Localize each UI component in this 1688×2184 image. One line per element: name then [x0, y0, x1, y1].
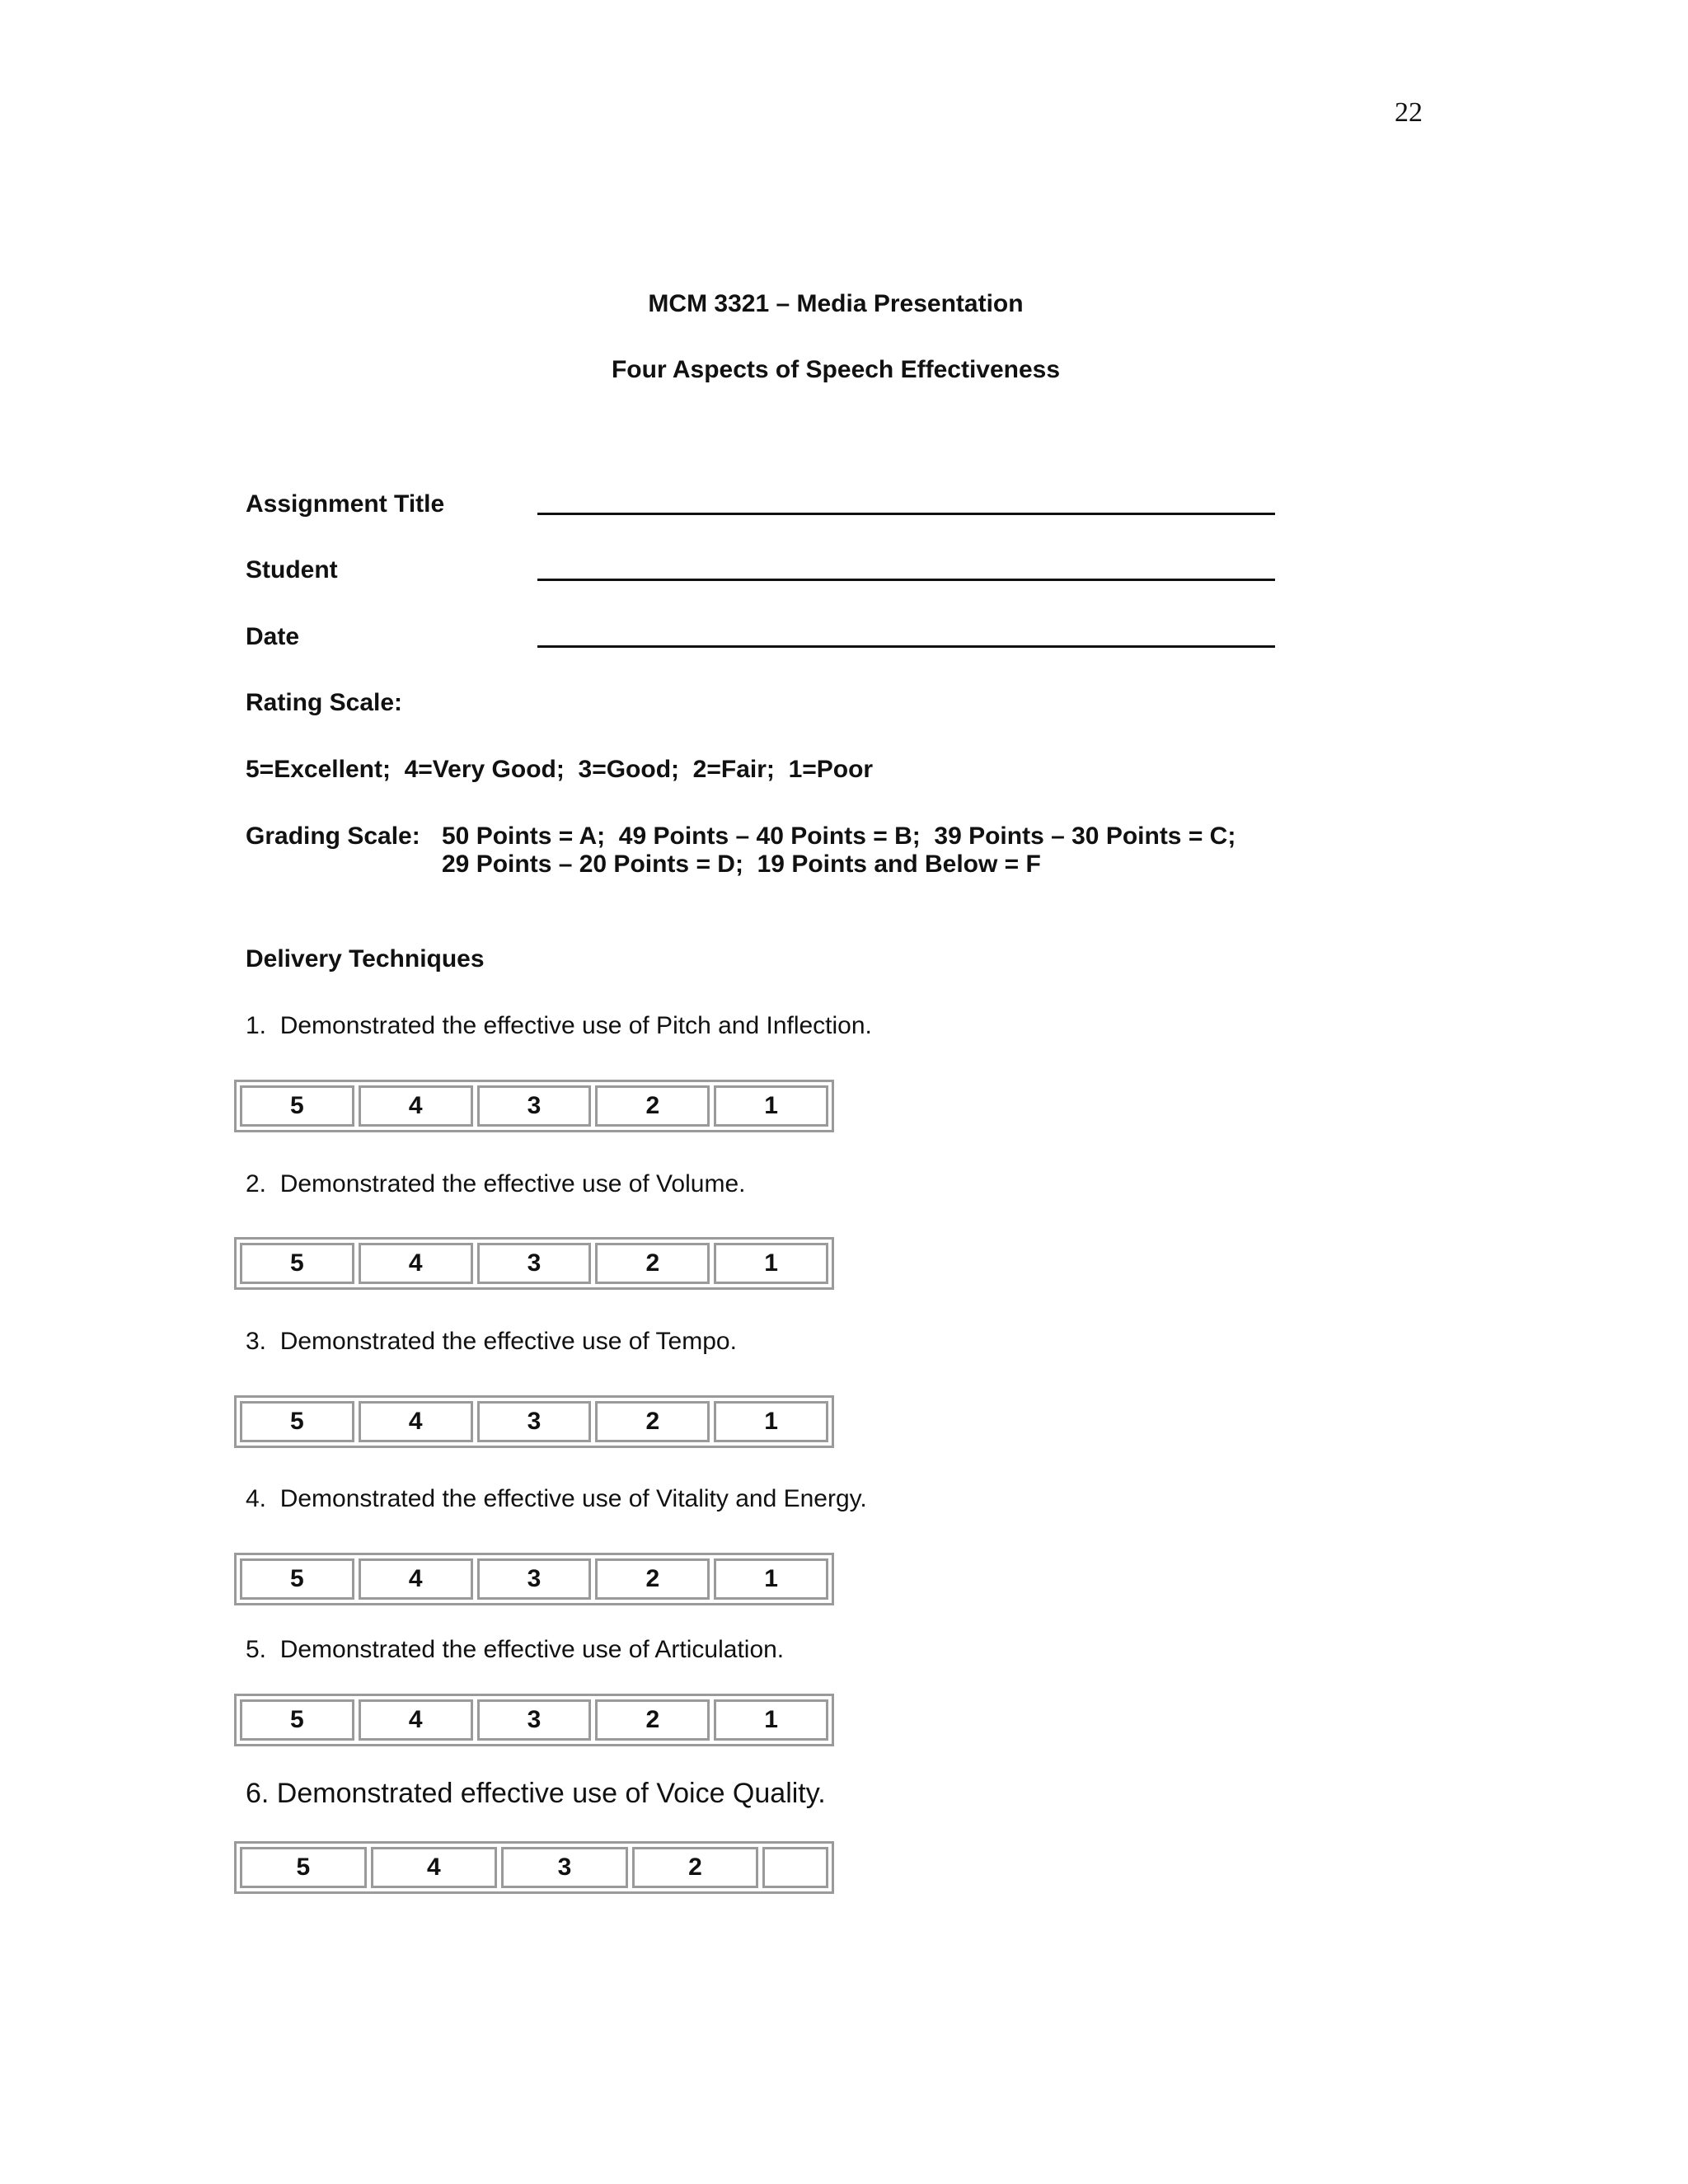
form-title: Four Aspects of Speech Effectiveness	[611, 356, 1061, 383]
field-label-assignment-title: Assignment Title	[246, 490, 445, 518]
rating-cell[interactable]: 4	[371, 1847, 498, 1888]
question-2: 2. Demonstrated the effective use of Volume.	[246, 1170, 746, 1197]
rating-cell[interactable]: 5	[240, 1558, 354, 1600]
rating-cell[interactable]: 4	[359, 1558, 473, 1600]
field-label-date: Date	[246, 623, 300, 650]
rating-cell[interactable]: 5	[240, 1085, 354, 1127]
question-1: 1. Demonstrated the effective use of Pitch and Inflection.	[246, 1012, 872, 1039]
rating-table-2	[234, 1237, 834, 1290]
student-line[interactable]	[537, 579, 1275, 581]
rating-table-6	[234, 1841, 834, 1894]
rating-cell[interactable]: 3	[477, 1558, 592, 1600]
rating-cell[interactable]: 1	[714, 1699, 828, 1741]
rating-cell[interactable]: 1	[714, 1243, 828, 1284]
rating-cell[interactable]: 1	[714, 1401, 828, 1442]
rating-cell[interactable]: 3	[477, 1085, 592, 1127]
rating-cell[interactable]: 5	[240, 1401, 354, 1442]
date-line[interactable]	[537, 645, 1275, 648]
rating-cell[interactable]: 4	[359, 1401, 473, 1442]
rating-cell[interactable]: 4	[359, 1243, 473, 1284]
rating-cell[interactable]: 1	[714, 1085, 828, 1127]
rating-cell[interactable]: 5	[240, 1243, 354, 1284]
rating-cell[interactable]: 4	[359, 1085, 473, 1127]
rating-cell[interactable]: 5	[240, 1699, 354, 1741]
rating-scale-label: Rating Scale:	[246, 689, 403, 716]
rating-table-4	[234, 1553, 834, 1605]
rating-table-5	[234, 1694, 834, 1746]
rating-cell[interactable]: 2	[595, 1243, 710, 1284]
grading-scale-line-2: 29 Points – 20 Points = D; 19 Points and Below = F	[442, 851, 1041, 878]
rating-table-3	[234, 1395, 834, 1448]
section-title: Delivery Techniques	[246, 945, 485, 972]
rating-cell[interactable]: 2	[595, 1699, 710, 1741]
rating-cell[interactable]: 2	[595, 1558, 710, 1600]
rating-cell[interactable]: 2	[632, 1847, 759, 1888]
rating-cell[interactable]: 3	[477, 1401, 592, 1442]
grading-scale-line-1: 50 Points = A; 49 Points – 40 Points = B; 39 Points – 30 Points = C;	[442, 823, 1236, 850]
field-label-student: Student	[246, 556, 338, 583]
question-6: 6. Demonstrated effective use of Voice Quality.	[246, 1778, 826, 1809]
page-number: 22	[1395, 97, 1423, 128]
grading-scale-label: Grading Scale:	[246, 823, 420, 850]
rating-cell[interactable]: 5	[240, 1847, 367, 1888]
question-5: 5. Demonstrated the effective use of Articulation.	[246, 1636, 785, 1663]
rating-cell[interactable]: 3	[477, 1699, 592, 1741]
rating-cell[interactable]: 3	[477, 1243, 592, 1284]
rating-cell[interactable]: 1	[714, 1558, 828, 1600]
assignment-title-line[interactable]	[537, 513, 1275, 515]
rating-cell[interactable]	[762, 1847, 828, 1888]
rating-table-1	[234, 1080, 834, 1132]
rating-cell[interactable]: 4	[359, 1699, 473, 1741]
course-title: MCM 3321 – Media Presentation	[648, 290, 1024, 317]
rating-scale-text: 5=Excellent; 4=Very Good; 3=Good; 2=Fair; 1=Poor	[246, 756, 874, 783]
question-4: 4. Demonstrated the effective use of Vitality and Energy.	[246, 1485, 867, 1512]
rating-cell[interactable]: 2	[595, 1401, 710, 1442]
rating-cell[interactable]: 2	[595, 1085, 710, 1127]
question-3: 3. Demonstrated the effective use of Tempo.	[246, 1328, 737, 1355]
rating-cell[interactable]: 3	[501, 1847, 628, 1888]
